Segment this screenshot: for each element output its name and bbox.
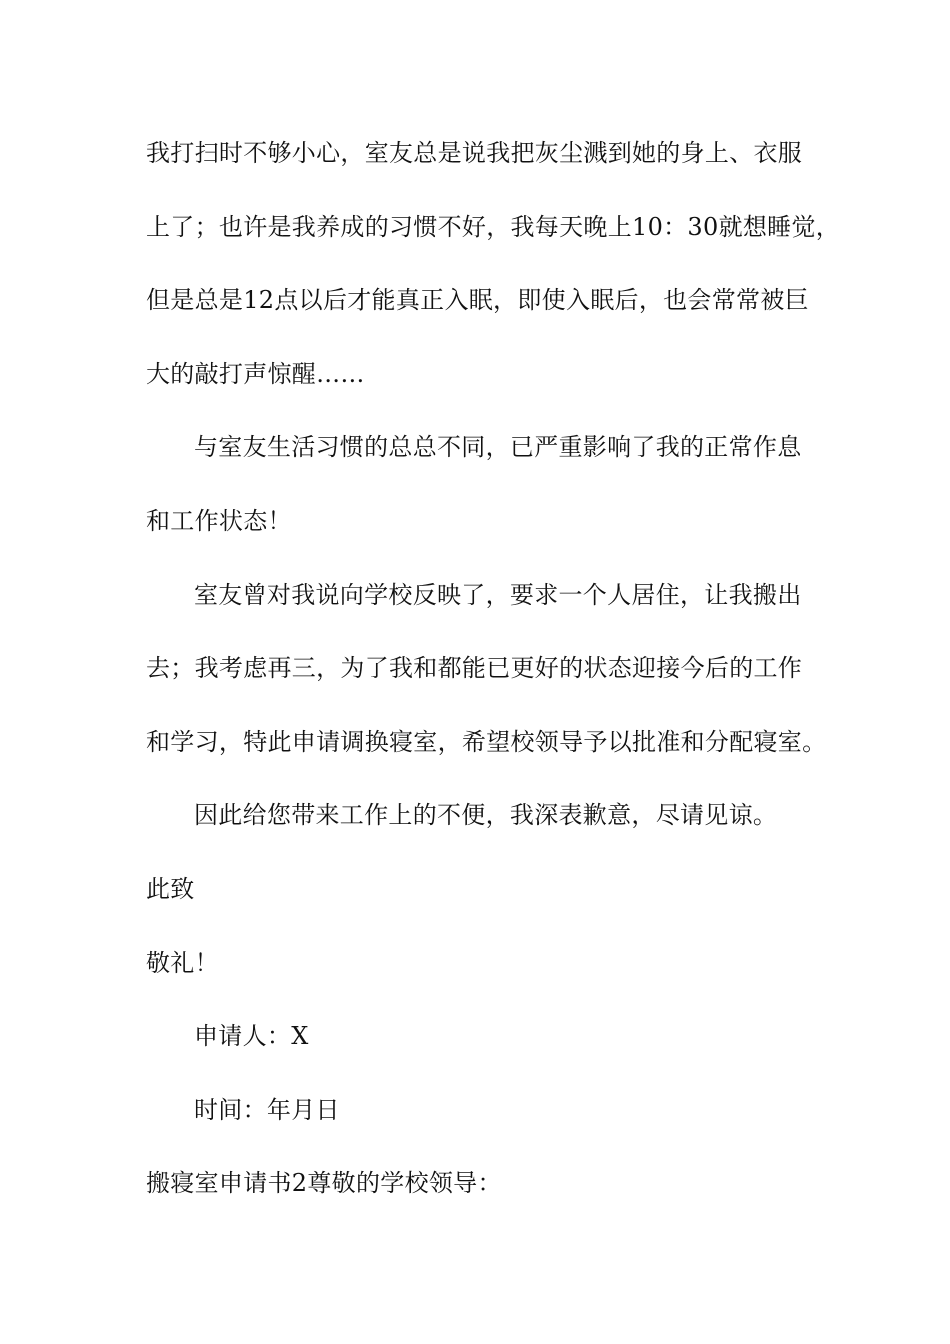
- document-body: [146, 130, 841, 1234]
- text-line-3: 但是总是12点以后才能真正入眠，即使入眠后，也会常常被巨: [146, 286, 809, 315]
- text-line-10: 因此给您带来工作上的不便，我深表歉意，尽请见谅。: [194, 801, 778, 830]
- text-line-8: 去；我考虑再三，为了我和都能已更好的状态迎接今后的工作: [146, 654, 803, 683]
- text-line-1: 我打扫时不够小心，室友总是说我把灰尘溅到她的身上、衣服: [146, 139, 803, 167]
- text-line-2: 上了；也许是我养成的习惯不好，我每天晚上10：30就想睡觉，: [146, 212, 841, 241]
- applicant-signature: 申请人：X: [194, 1022, 309, 1051]
- text-line-9: 和学习，特此申请调换寝室，希望校领导予以批准和分配寝室。: [146, 727, 827, 756]
- text-line-5: 与室友生活习惯的总总不同，已严重影响了我的正常作息: [194, 433, 802, 462]
- next-letter-heading: 搬寝室申请书2尊敬的学校领导：: [146, 1169, 502, 1198]
- closing-salutation: 此致: [146, 874, 195, 903]
- text-line-6: 和工作状态！: [146, 506, 292, 535]
- closing-regards: 敬礼！: [146, 948, 219, 977]
- text-line-4: 大的敲打声惊醒……: [146, 359, 365, 388]
- text-line-7: 室友曾对我说向学校反映了，要求一个人居住，让我搬出: [194, 580, 802, 609]
- date-line: 时间：年月日: [194, 1095, 340, 1124]
